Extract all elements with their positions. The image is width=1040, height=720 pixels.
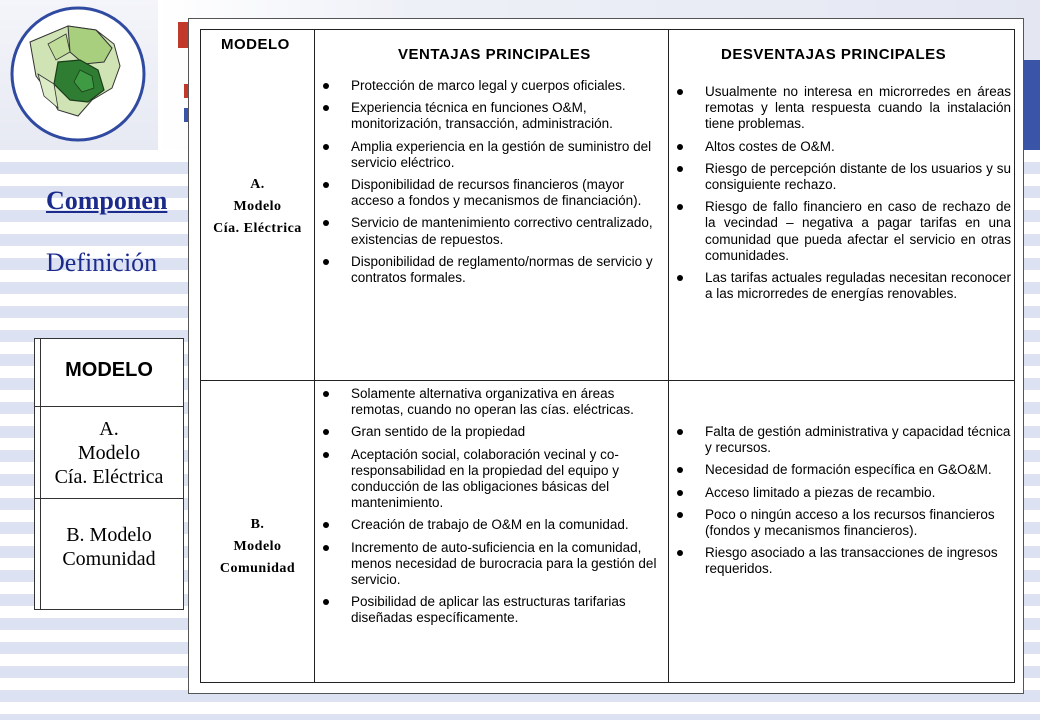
- bullet-icon: [323, 522, 329, 528]
- list-item: Amplia experiencia en la gestión de suministro del servicio eléctrico.: [319, 139, 664, 171]
- comparison-table: [200, 29, 1015, 683]
- header-advantages: VENTAJAS PRINCIPALES: [398, 46, 591, 63]
- header-accent-bar: [1022, 60, 1040, 150]
- column-divider: [668, 30, 669, 682]
- row-a-model-line: Modelo: [233, 199, 282, 214]
- row-b-disadvantages: [673, 424, 1011, 584]
- list-item: Incremento de auto-suficiencia en la comunidad, menos necesidad de burocracia para la gestión del servicio.: [319, 540, 664, 589]
- row-a-disadvantages: [673, 84, 1011, 308]
- bullet-icon: [677, 429, 683, 435]
- column-divider: [314, 30, 315, 682]
- background-table-header: MODELO: [65, 359, 153, 381]
- list-item: Posibilidad de aplicar las estructuras tarifarias diseñadas específicamente.: [319, 594, 664, 626]
- list-item: Riesgo asociado a las transacciones de ingresos requeridos.: [673, 545, 1011, 577]
- list-item: Disponibilidad de recursos financieros (mayor acceso a fondos y mecanismos de financiación).: [319, 177, 664, 209]
- list-item: Necesidad de formación específica en G&O&M.: [673, 462, 1011, 478]
- row-b-model: [201, 514, 314, 580]
- list-item: Disponibilidad de reglamento/normas de servicio y contratos formales.: [319, 254, 664, 286]
- list-item: Acceso limitado a piezas de recambio.: [673, 485, 1011, 501]
- list-item: Creación de trabajo de O&M en la comunidad.: [319, 517, 664, 533]
- bullet-icon: [323, 182, 329, 188]
- list-item: Aceptación social, colaboración vecinal y co-responsabilidad en la propiedad del equipo y conducción de las obligaciones básicas del mantenimiento.: [319, 447, 664, 512]
- slide-title: Componen: [46, 186, 168, 215]
- bullet-icon: [323, 220, 329, 226]
- bullet-icon: [677, 512, 683, 518]
- comparison-table-panel: [188, 18, 1024, 694]
- row-a-model: [201, 174, 314, 240]
- bullet-icon: [323, 105, 329, 111]
- list-item: Riesgo de percepción distante de los usuarios y su consiguiente rechazo.: [673, 161, 1011, 193]
- bullet-icon: [677, 166, 683, 172]
- list-item: Solamente alternativa organizativa en áreas remotas, cuando no operan las cías. eléctricas.: [319, 386, 664, 418]
- bullet-icon: [677, 275, 683, 281]
- row-b-model-line: Modelo: [233, 539, 282, 554]
- background-table-header-row: [35, 339, 183, 407]
- bullet-icon: [323, 429, 329, 435]
- row-a-advantages: [319, 78, 664, 292]
- list-item: Poco o ningún acceso a los recursos financieros (fondos y mecanismos financieros).: [673, 507, 1011, 539]
- paraguay-map-logo-icon: [8, 4, 148, 144]
- bullet-icon: [323, 545, 329, 551]
- background-table-row-a: [35, 407, 183, 499]
- bullet-icon: [323, 391, 329, 397]
- header-model: MODELO: [221, 36, 290, 53]
- bullet-icon: [323, 83, 329, 89]
- list-item: Riesgo de fallo financiero en caso de rechazo de la vecindad – negativa a pagar tarifas en una comunidad que pueda afectar el servicio en otras comunidades.: [673, 199, 1011, 264]
- bullet-icon: [323, 144, 329, 150]
- background-row-a-line: A.: [99, 418, 119, 440]
- header-logo-mark: [178, 22, 188, 48]
- list-item: Experiencia técnica en funciones O&M, monitorización, transacción, administración.: [319, 100, 664, 132]
- list-item: Protección de marco legal y cuerpos oficiales.: [319, 78, 664, 94]
- header-disadvantages: DESVENTAJAS PRINCIPALES: [721, 46, 947, 63]
- bullet-icon: [323, 599, 329, 605]
- bullet-icon: [323, 452, 329, 458]
- list-item: Falta de gestión administrativa y capacidad técnica y recursos.: [673, 424, 1011, 456]
- bullet-icon: [677, 144, 683, 150]
- row-divider: [201, 380, 1014, 381]
- list-item: Las tarifas actuales reguladas necesitan reconocer a las microrredes de energías renovables.: [673, 270, 1011, 302]
- bullet-icon: [677, 89, 683, 95]
- row-a-model-line: Cía. Eléctrica: [213, 221, 302, 236]
- list-item: Usualmente no interesa en microrredes en áreas remotas y lenta respuesta cuando la instalación tiene problemas.: [673, 84, 1011, 133]
- list-item: Altos costes de O&M.: [673, 139, 1011, 155]
- background-row-a-line: Modelo: [77, 442, 141, 464]
- bullet-icon: [677, 467, 683, 473]
- background-table-row-b: [35, 499, 183, 607]
- background-row-b-line: Comunidad: [62, 548, 156, 570]
- background-row-b-line: B. Modelo: [66, 524, 152, 546]
- bullet-icon: [677, 490, 683, 496]
- row-b-advantages: [319, 386, 664, 633]
- list-item: Servicio de mantenimiento correctivo centralizado, existencias de repuestos.: [319, 215, 664, 247]
- bullet-icon: [323, 259, 329, 265]
- background-model-table: [34, 338, 184, 610]
- row-b-model-line: B.: [250, 517, 265, 532]
- background-row-a-line: Cía. Eléctrica: [54, 466, 164, 488]
- list-item: Gran sentido de la propiedad: [319, 424, 664, 440]
- row-a-model-line: A.: [250, 177, 265, 192]
- row-b-model-line: Comunidad: [219, 561, 296, 576]
- bullet-icon: [677, 550, 683, 556]
- slide-subtitle: Definición: [46, 248, 158, 277]
- bullet-icon: [677, 204, 683, 210]
